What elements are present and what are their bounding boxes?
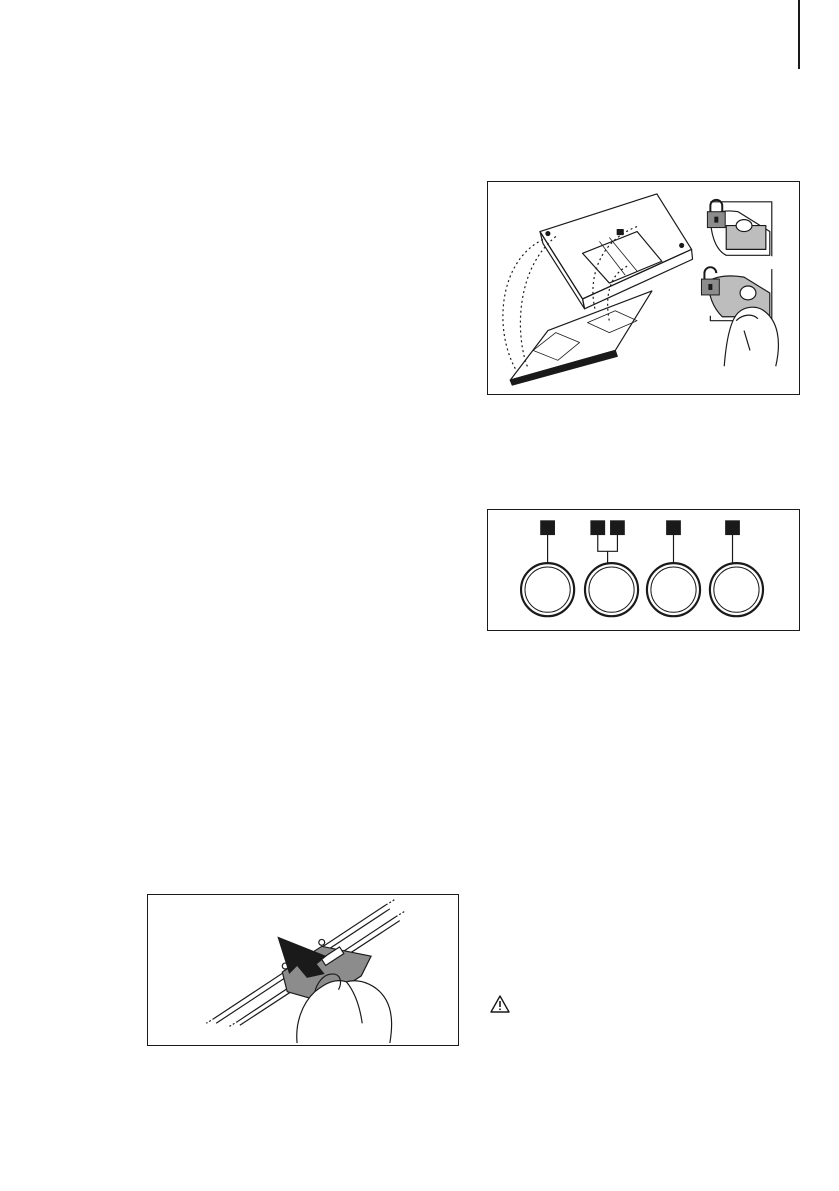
knob-label-marker-2b [611,521,625,535]
control-knob-4 [710,563,763,616]
filter-removal-figure [487,181,800,395]
page-edge-marker [798,0,800,69]
knob-label-marker-1 [541,521,555,535]
rail-slide-figure [147,894,459,1046]
control-knob-2 [585,563,638,616]
warning-icon [489,994,511,1014]
filter-removal-illustration [488,182,799,394]
control-knob-3 [647,563,700,616]
lock-icon [707,200,725,228]
rail-slide-illustration [148,895,458,1045]
control-knobs-figure [487,509,800,631]
control-knobs-illustration [488,510,799,630]
knob-label-marker-4 [726,521,740,535]
unlock-icon [701,267,719,295]
knob-label-marker-3 [667,521,681,535]
knob-label-marker-2a [591,521,605,535]
control-knob-1 [521,563,574,616]
